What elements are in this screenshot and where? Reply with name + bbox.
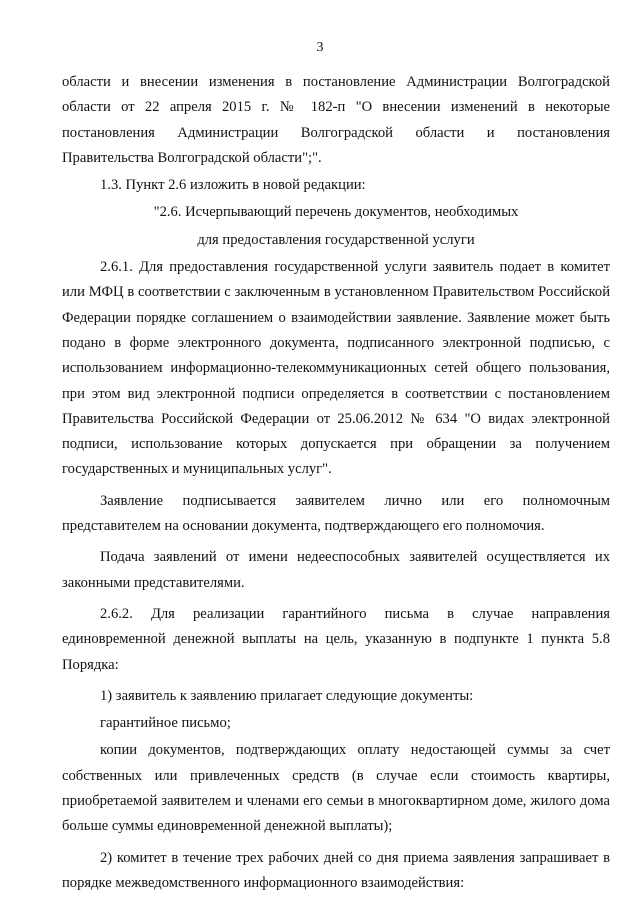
paragraph-signature: Заявление подписывается заявителем лично или его полномочным представителем на основании документа, подтверждающего его полномочия. — [62, 492, 610, 535]
paragraph-item-1-3: 1.3. Пункт 2.6 изложить в новой редакции: — [100, 177, 366, 194]
paragraph-continuation: области и внесении изменения в постановление Администрации Волгоградской области от 22 апреля 2015 г. № 182-п "О внесении изменений в некоторые постановления Администрации Волгоградской области и постановления Правительства Волгоградской области";". — [62, 74, 610, 166]
list-item-guarantee-letter: гарантийное письмо; — [100, 715, 231, 732]
paragraph-2-6-2: 2.6.2. Для реализации гарантийного письма в случае направления единовременной денежной выплаты на цель, указанную в подпункте 1 пункта 5.8 Порядка: — [62, 605, 610, 673]
list-item-payment-copies: копии документов, подтверждающих оплату недостающей суммы за счет собственных или привлеченных средств (в случае если стоимость квартиры, приобретаемой заявителем и членами его семьи в многоквартирном доме, жилого дома больше суммы единовременной денежной выплаты); — [62, 742, 610, 835]
section-heading-line-1: "2.6. Исчерпывающий перечень документов, необходимых — [153, 204, 519, 221]
document-body — [62, 70, 610, 896]
page-number: 3 — [316, 40, 324, 55]
list-item-1: 1) заявитель к заявлению прилагает следующие документы: — [100, 687, 474, 704]
list-item-2: 2) комитет в течение трех рабочих дней со дня приема заявления запрашивает в порядке межведомственного информационного взаимодействия: — [62, 849, 610, 891]
paragraph-2-6-1: 2.6.1. Для предоставления государственной услуги заявитель подает в комитет или МФЦ в соответствии с заключенным в установленном Правительством Российской Федерации порядке соглашением о взаимодействии заявление. Заявление может быть подано в форме электронного документа, подписанного электронной подписью, с использованием информационно-телекоммуникационных сетей общего пользования, при этом вид электронной подписи определяется в соответствии с постановлением Правительства Российской Федерации от 25.06.2012 № 634 "О видах электронной подписи, использование которых допускается при обращении за получением государственных и муниципальных услуг". — [62, 259, 610, 478]
section-heading-line-2: для предоставления государственной услуги — [197, 231, 475, 248]
paragraph-representatives: Подача заявлений от имени недееспособных заявителей осуществляется их законными представителями. — [62, 549, 610, 591]
